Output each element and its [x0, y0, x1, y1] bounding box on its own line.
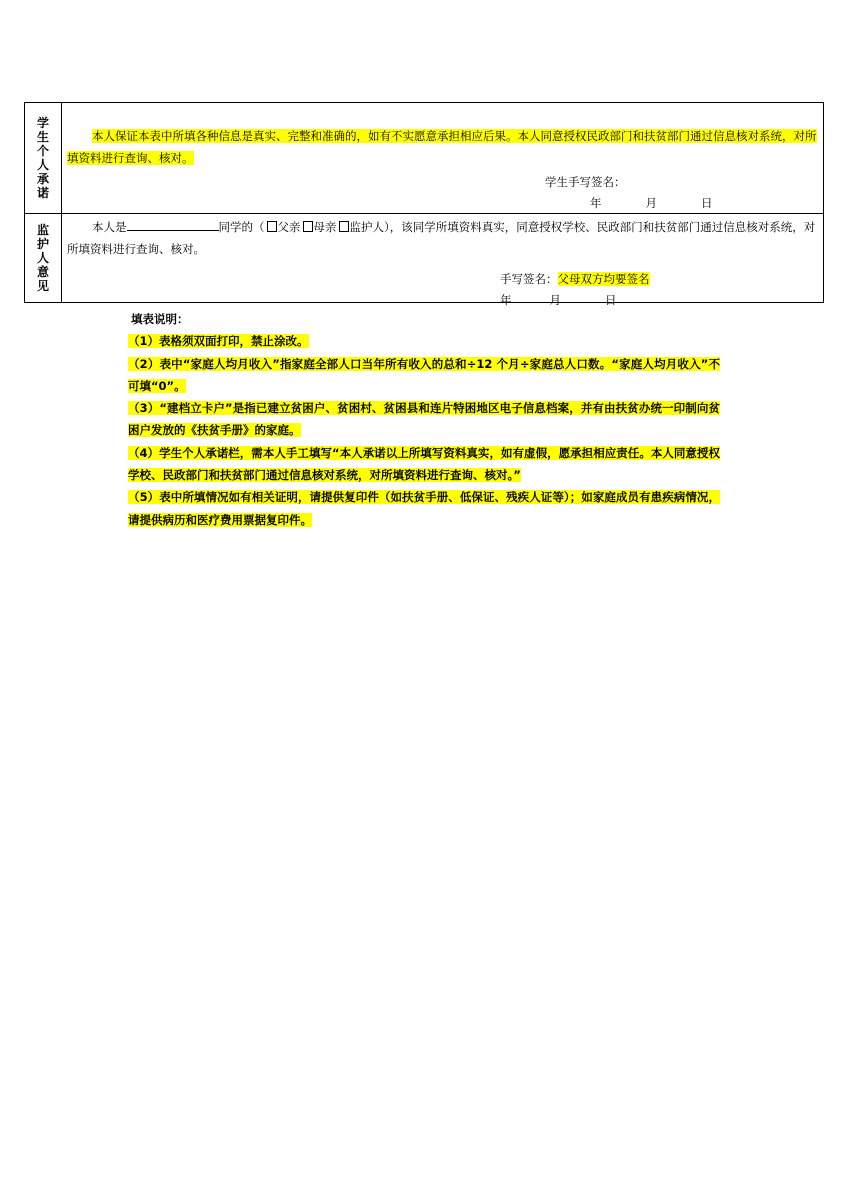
instruction-item-2: （2）表中“家庭人均月收入”指家庭全部人口当年所有收入的总和÷12 个月÷家庭总人口数。“家庭人均月收入”不可填“0”。	[128, 356, 720, 393]
guardian-date-line	[500, 292, 617, 308]
student-promise-label: 学生个人承诺	[36, 115, 49, 200]
instructions-title: 填表说明：	[131, 312, 189, 326]
guardian-opinion-content-cell	[62, 214, 824, 307]
filling-instructions	[128, 308, 720, 531]
instruction-item-5: （5）表中所填情况如有相关证明，请提供复印件（如扶贫手册、低保证、残疾人证等）；如家庭成员有患疾病情况，请提供病历和医疗费用票据复印件。	[128, 490, 720, 527]
guardian-date-month: 月	[549, 293, 561, 307]
student-signature-label: 学生手写签名：	[545, 175, 626, 189]
student-date-year: 年	[590, 196, 602, 210]
guardian-signature-note: 父母双方均要签名	[557, 272, 650, 286]
mother-checkbox[interactable]	[303, 221, 313, 232]
guardian-checkbox[interactable]	[339, 221, 349, 232]
guardian-date-day: 日	[605, 293, 617, 307]
guardian-opinion-row	[25, 214, 824, 303]
student-promise-row	[25, 103, 824, 214]
father-checkbox[interactable]	[267, 221, 277, 232]
student-date-month: 月	[645, 196, 657, 210]
guardian-text-classmate: 同学的（	[218, 220, 265, 234]
guardian-date-year: 年	[500, 293, 512, 307]
guardian-signature-label: 手写签名：	[500, 272, 558, 286]
guardian-opinion-label-cell	[25, 214, 62, 303]
student-promise-label-cell	[25, 103, 62, 214]
guardian-text-rest: ），该同学所填资料真实，同意授权学校、民政部门和扶贫部门通过信息核对系统，对所填资料进行查询、核对。	[67, 220, 816, 256]
guardian-signature-line	[500, 271, 650, 287]
guardian-text-prefix: 本人是	[92, 220, 127, 234]
option-guardian: 监护人	[349, 220, 384, 234]
student-promise-content-cell	[62, 103, 824, 214]
student-name-blank[interactable]	[127, 218, 219, 231]
option-father: 父亲	[277, 220, 301, 234]
instruction-item-3: （3）“建档立卡户”是指已建立贫困户、贫困村、贫困县和连片特困地区电子信息档案，并有由扶贫办统一印制向贫困户发放的《扶贫手册》的家庭。	[128, 401, 720, 438]
student-date-day: 日	[701, 196, 713, 210]
student-promise-text	[62, 103, 823, 169]
student-signature-line	[545, 174, 626, 190]
guardian-opinion-text	[62, 214, 823, 260]
student-promise-highlight: 本人保证本表中所填各种信息是真实、完整和准确的，如有不实愿意承担相应后果。本人同意授权民政部门和扶贫部门通过信息核对系统，对所填资料进行查询、核对。	[67, 129, 817, 165]
instruction-item-1: （1）表格须双面打印，禁止涂改。	[128, 334, 309, 349]
instruction-item-4: （4）学生个人承诺栏，需本人手工填写“本人承诺以上所填写资料真实，如有虚假，愿承担相应责任。本人同意授权学校、民政部门和扶贫部门通过信息核对系统，对所填资料进行查询、核对。”	[128, 445, 720, 483]
option-mother: 母亲	[313, 220, 337, 234]
student-date-line	[590, 195, 713, 211]
commitment-form-table	[24, 102, 824, 307]
guardian-opinion-label: 监护人意见	[36, 222, 49, 293]
